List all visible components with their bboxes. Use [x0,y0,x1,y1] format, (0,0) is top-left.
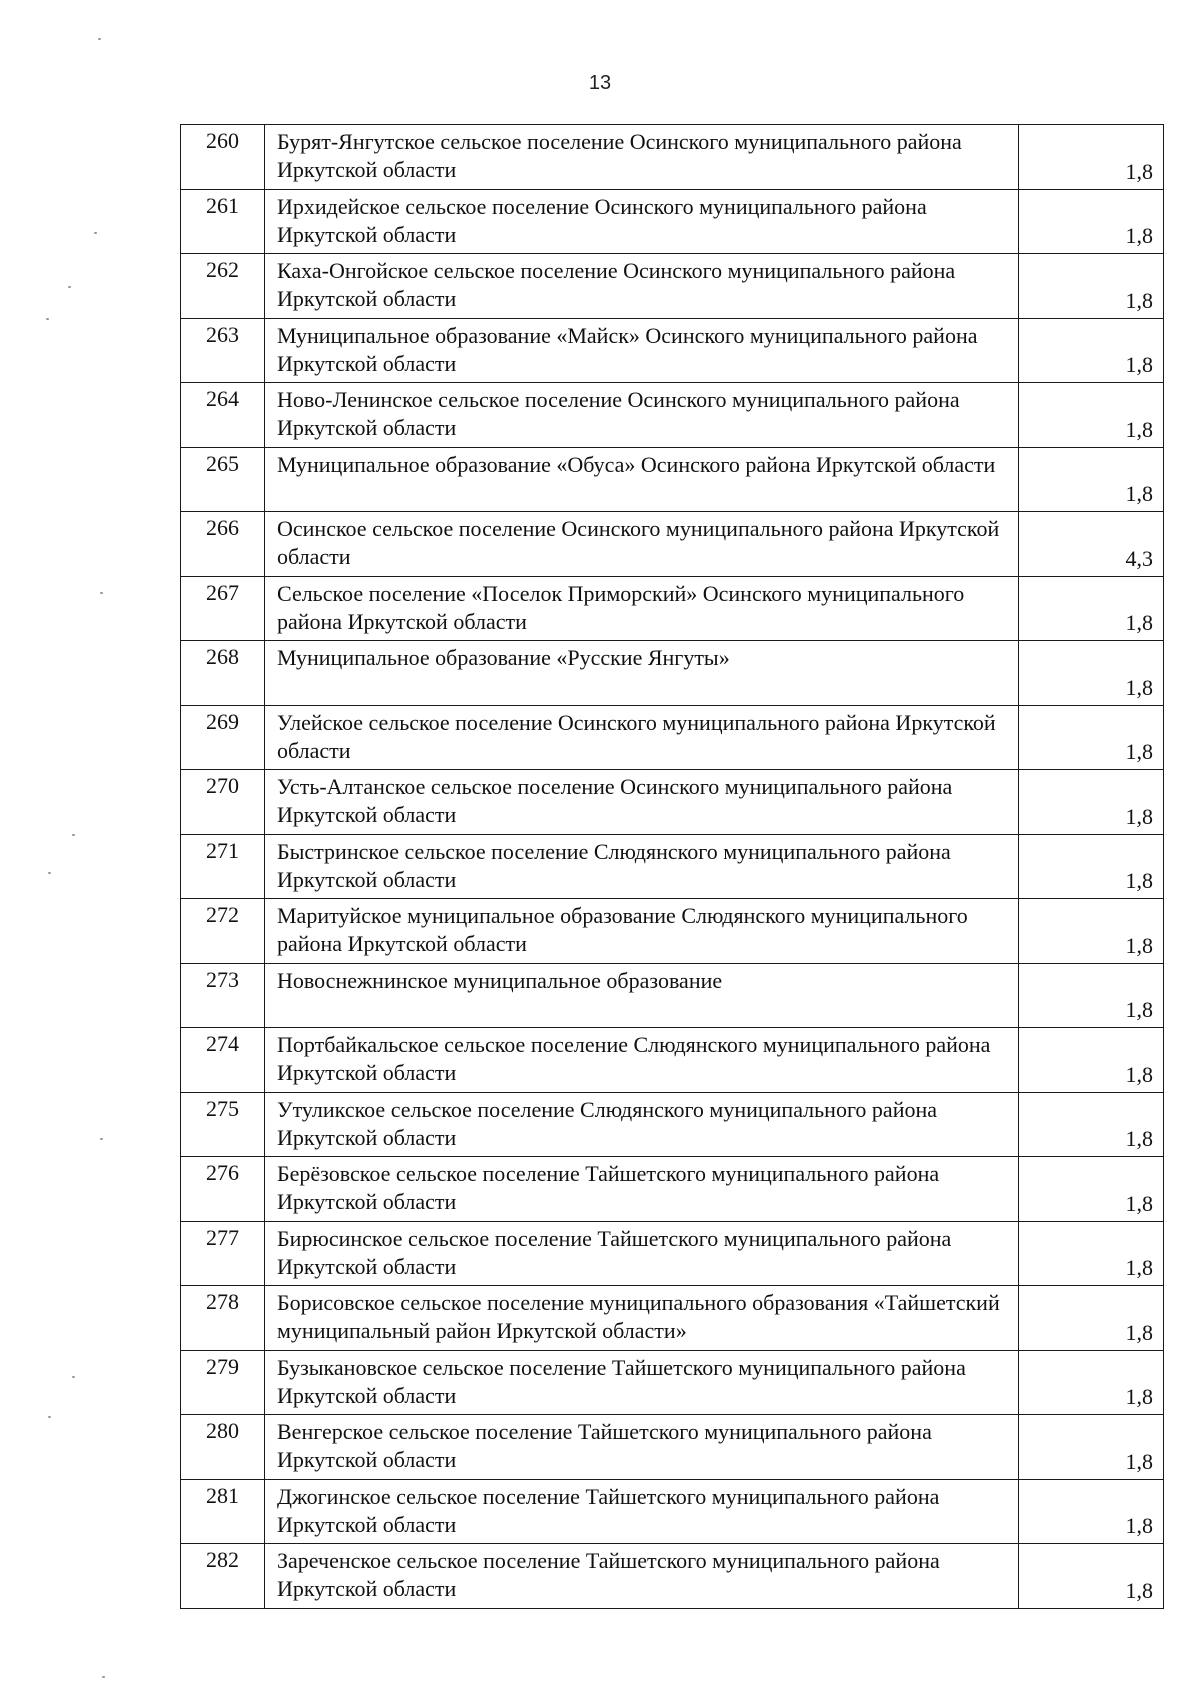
table-row [181,447,1164,512]
row-value: 1,8 [1019,705,1164,770]
municipality-name: Усть-Алтанское сельское поселение Осинского муниципального района Иркутской области [265,770,1019,835]
municipality-name: Борисовское сельское поселение муниципального образования «Тайшетский муниципальный район Иркутской области» [265,1286,1019,1351]
table-row [181,1157,1164,1222]
municipality-name: Берёзовское сельское поселение Тайшетского муниципального района Иркутской области [265,1157,1019,1222]
row-value: 1,8 [1019,447,1164,512]
row-number: 277 [181,1221,265,1286]
row-number: 265 [181,447,265,512]
row-value: 1,8 [1019,1221,1164,1286]
table-row [181,1286,1164,1351]
table-row [181,576,1164,641]
table-row [181,641,1164,706]
municipality-name: Зареченское сельское поселение Тайшетского муниципального района Иркутской области [265,1544,1019,1609]
row-value: 1,8 [1019,1092,1164,1157]
table-row [181,383,1164,448]
table-row [181,834,1164,899]
row-number: 267 [181,576,265,641]
row-value: 1,8 [1019,834,1164,899]
row-number: 282 [181,1544,265,1609]
table-row [181,1092,1164,1157]
municipality-name: Бирюсинское сельское поселение Тайшетского муниципального района Иркутской области [265,1221,1019,1286]
row-number: 271 [181,834,265,899]
table-row [181,1221,1164,1286]
row-number: 279 [181,1350,265,1415]
row-number: 264 [181,383,265,448]
municipality-name: Портбайкальское сельское поселение Слюдянского муниципального района Иркутской области [265,1028,1019,1093]
municipality-name: Муниципальное образование «Русские Янгуты» [265,641,1019,706]
row-value: 1,8 [1019,1157,1164,1222]
municipality-name: Бурят-Янгутское сельское поселение Осинского муниципального района Иркутской области [265,125,1019,190]
row-value: 1,8 [1019,318,1164,383]
table-row [181,1350,1164,1415]
row-number: 281 [181,1479,265,1544]
municipality-name: Бузыкановское сельское поселение Тайшетского муниципального района Иркутской области [265,1350,1019,1415]
row-value: 1,8 [1019,1286,1164,1351]
municipality-name: Каха-Онгойское сельское поселение Осинского муниципального района Иркутской области [265,254,1019,319]
table-row [181,1415,1164,1480]
row-value: 1,8 [1019,963,1164,1028]
row-number: 275 [181,1092,265,1157]
table-row [181,318,1164,383]
row-number: 266 [181,512,265,577]
table-row [181,1028,1164,1093]
row-value: 1,8 [1019,1415,1164,1480]
municipality-name: Улейское сельское поселение Осинского муниципального района Иркутской области [265,705,1019,770]
row-value: 1,8 [1019,1479,1164,1544]
row-value: 1,8 [1019,899,1164,964]
row-number: 274 [181,1028,265,1093]
municipality-name: Утуликское сельское поселение Слюдянского муниципального района Иркутской области [265,1092,1019,1157]
row-number: 269 [181,705,265,770]
row-number: 272 [181,899,265,964]
row-value: 1,8 [1019,770,1164,835]
table-row [181,1544,1164,1609]
table-row [181,189,1164,254]
row-number: 263 [181,318,265,383]
row-value: 1,8 [1019,1544,1164,1609]
row-value: 4,3 [1019,512,1164,577]
table-row [181,705,1164,770]
table-row [181,512,1164,577]
municipality-name: Муниципальное образование «Майск» Осинского муниципального района Иркутской области [265,318,1019,383]
row-value: 1,8 [1019,576,1164,641]
table-row [181,770,1164,835]
row-number: 270 [181,770,265,835]
table-row [181,963,1164,1028]
row-value: 1,8 [1019,189,1164,254]
table-row [181,1479,1164,1544]
table-row [181,254,1164,319]
municipality-name: Быстринское сельское поселение Слюдянского муниципального района Иркутской области [265,834,1019,899]
row-value: 1,8 [1019,254,1164,319]
page-number: 13 [588,72,612,94]
municipality-name: Осинское сельское поселение Осинского муниципального района Иркутской области [265,512,1019,577]
row-value: 1,8 [1019,1350,1164,1415]
municipality-name: Венгерское сельское поселение Тайшетского муниципального района Иркутской области [265,1415,1019,1480]
row-number: 276 [181,1157,265,1222]
row-number: 261 [181,189,265,254]
table-row [181,125,1164,190]
municipality-name: Ирхидейское сельское поселение Осинского муниципального района Иркутской области [265,189,1019,254]
municipality-name: Сельское поселение «Поселок Приморский» Осинского муниципального района Иркутской области [265,576,1019,641]
table-row [181,899,1164,964]
row-number: 278 [181,1286,265,1351]
row-value: 1,8 [1019,125,1164,190]
row-number: 268 [181,641,265,706]
row-value: 1,8 [1019,641,1164,706]
row-number: 280 [181,1415,265,1480]
row-value: 1,8 [1019,1028,1164,1093]
municipality-name: Муниципальное образование «Обуса» Осинского района Иркутской области [265,447,1019,512]
municipality-name: Новоснежнинское муниципальное образование [265,963,1019,1028]
municipality-name: Маритуйское муниципальное образование Слюдянского муниципального района Иркутской области [265,899,1019,964]
row-number: 260 [181,125,265,190]
row-number: 273 [181,963,265,1028]
municipality-name: Джогинское сельское поселение Тайшетского муниципального района Иркутской области [265,1479,1019,1544]
row-number: 262 [181,254,265,319]
municipality-name: Ново-Ленинское сельское поселение Осинского муниципального района Иркутской области [265,383,1019,448]
row-value: 1,8 [1019,383,1164,448]
municipality-table [180,124,1164,1609]
